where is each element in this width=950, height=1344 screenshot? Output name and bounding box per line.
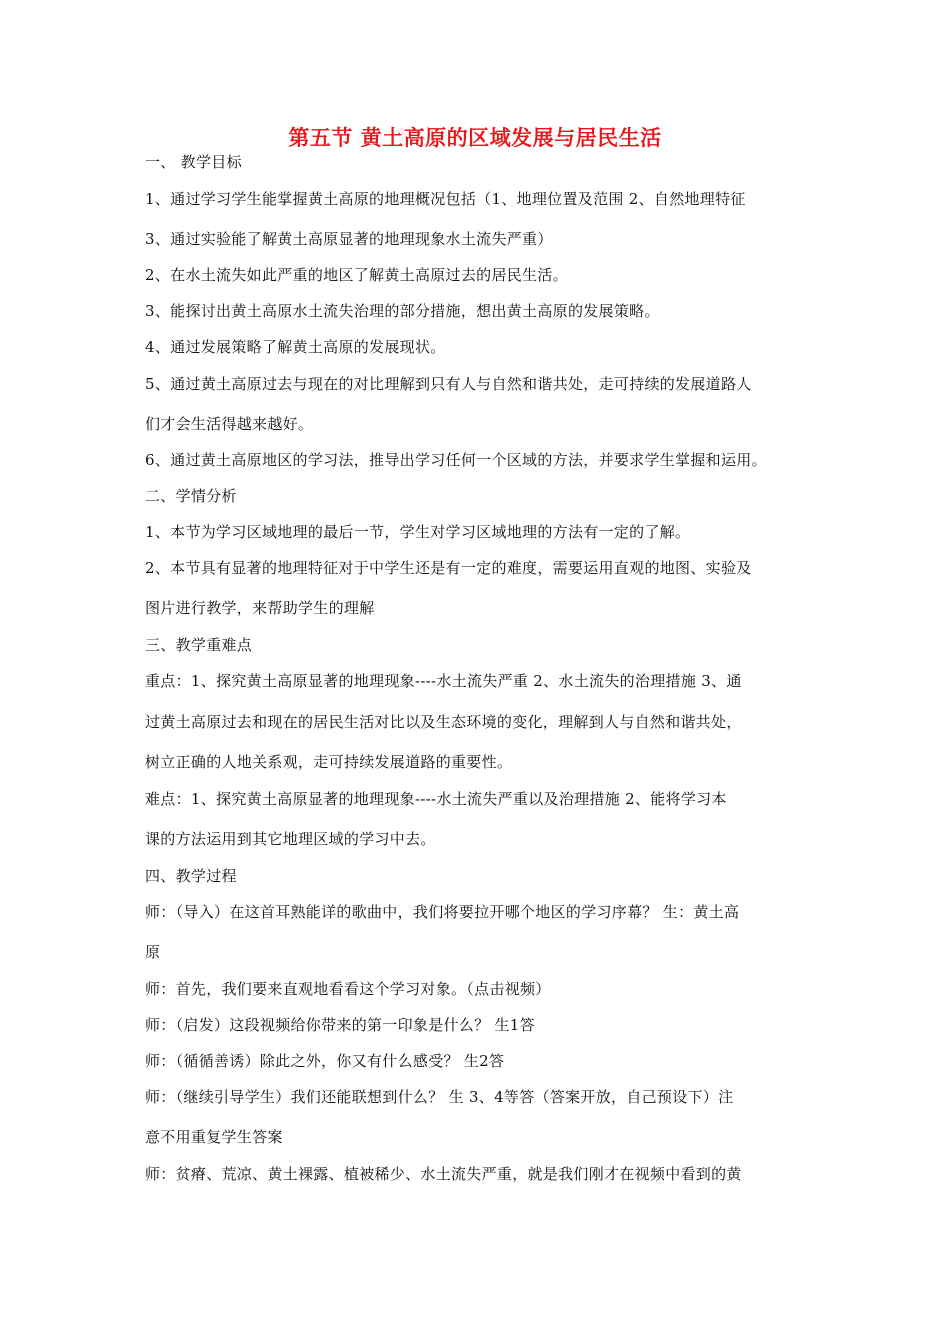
- text-line: 4、通过发展策略了解黄土高原的发展现状。: [145, 338, 446, 356]
- text-line: 6、通过黄土高原地区的学习法，推导出学习任何一个区域的方法，并要求学生掌握和运用。: [145, 451, 767, 469]
- text-line: 3、通过实验能了解黄土高原显著的地理现象水土流失严重）: [145, 230, 553, 248]
- text-line: 师：首先，我们要来直观地看看这个学习对象。（点击视频）: [145, 980, 551, 998]
- text-line: 们才会生活得越来越好。: [145, 415, 314, 433]
- text-line: 师：（继续引导学生）我们还能联想到什么？ 生 3、4等答（答案开放，自己预设下）注: [145, 1088, 734, 1106]
- text-line: 难点：1、探究黄土高原显著的地理现象----水土流失严重以及治理措施 2、能将学习本: [145, 790, 727, 808]
- text-line: 过黄土高原过去和现在的居民生活对比以及生态环境的变化，理解到人与自然和谐共处，: [145, 713, 742, 731]
- text-line: 师：（导入）在这首耳熟能详的歌曲中，我们将要拉开哪个地区的学习序幕？ 生：黄土高: [145, 903, 740, 921]
- text-line: 2、在水土流失如此严重的地区了解黄土高原过去的居民生活。: [145, 266, 568, 284]
- text-line: 重点：1、探究黄土高原显著的地理现象----水土流失严重 2、水土流失的治理措施 3、通: [145, 672, 742, 690]
- document-title: 第五节 黄土高原的区域发展与居民生活: [288, 126, 662, 150]
- text-line: 2、本节具有显著的地理特征对于中学生还是有一定的难度，需要运用直观的地图、实验及: [145, 559, 752, 577]
- section-heading: 二、学情分析: [145, 487, 237, 505]
- text-line: 师：贫瘠、荒凉、黄土裸露、植被稀少、水土流失严重，就是我们刚才在视频中看到的黄: [145, 1165, 742, 1183]
- text-line: 意不用重复学生答案: [145, 1128, 283, 1146]
- section-heading: 三、教学重难点: [145, 636, 253, 654]
- text-line: 课的方法运用到其它地理区域的学习中去。: [145, 830, 436, 848]
- text-line: 师：（启发）这段视频给你带来的第一印象是什么？ 生1答: [145, 1016, 535, 1034]
- text-line: 师：（循循善诱）除此之外，你又有什么感受？ 生2答: [145, 1052, 505, 1070]
- section-heading: 四、教学过程: [145, 867, 237, 885]
- text-line: 1、通过学习学生能掌握黄土高原的地理概况包括（1、地理位置及范围 2、自然地理特征: [145, 190, 746, 208]
- text-line: 1、本节为学习区域地理的最后一节，学生对学习区域地理的方法有一定的了解。: [145, 523, 691, 541]
- text-line: 3、能探讨出黄土高原水土流失治理的部分措施，想出黄土高原的发展策略。: [145, 302, 660, 320]
- text-line: 图片进行教学，来帮助学生的理解: [145, 599, 375, 617]
- text-line: 5、通过黄土高原过去与现在的对比理解到只有人与自然和谐共处，走可持续的发展道路人: [145, 375, 752, 393]
- text-line: 原: [145, 943, 161, 961]
- text-line: 一、 教学目标: [145, 153, 242, 171]
- text-line: 树立正确的人地关系观，走可持续发展道路的重要性。: [145, 753, 513, 771]
